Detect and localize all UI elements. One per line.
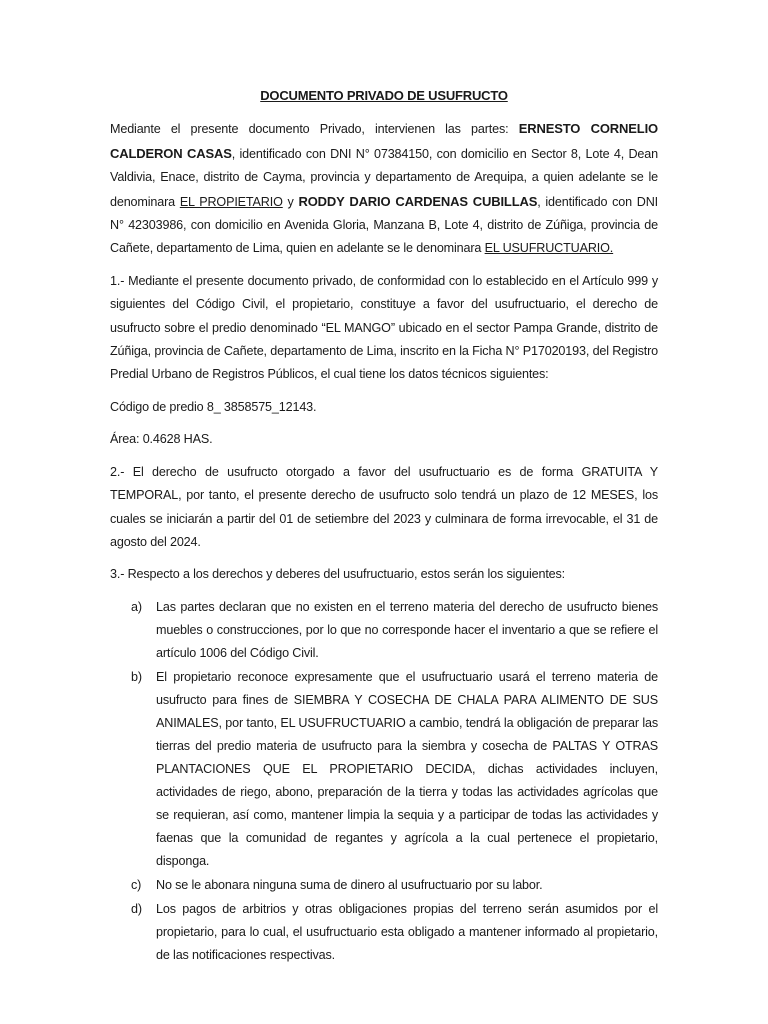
usufructuary-name: RODDY DARIO CARDENAS CUBILLAS (298, 193, 538, 209)
owner-name: ERNESTO CORNELIO CALDERON CASAS (110, 121, 659, 161)
clause-1: 1.- Mediante el presente documento privado, de conformidad con lo establecido en el Artículo 999 y siguientes del Código Civil, el propietario, constituye a favor del usufructuario, el derecho de usufructo sobre el predio denominado “EL MANGO” ubicado en el sector Pampa Grande, distrito de Zúñiga, provincia de Cañete, departamento de Lima, inscrito en la Ficha N° P17020193, del Registro Predial Urbano de Registros Públicos, el cual tiene los datos técnicos siguientes: (110, 273, 658, 382)
document-body (110, 84, 658, 968)
list-item-text: El propietario reconoce expresamente que el usufructuario usará el terreno materia de usufructo para fines de SIEMBRA Y COSECHA DE CHALA PARA ALIMENTO DE SUS ANIMALES, por tanto, EL USUFRUCTUARIO a cambio, tendrá la obligación de preparar las tierras del predio materia de usufructo para la siembra y cosecha de PALTAS Y OTRAS PLANTACIONES QUE EL PROPIETARIO DECIDA, dichas actividades incluyen, actividades de riego, abono, preparación de la tierra y todas las actividades agrícolas que se requieran, así como, mantener limpia la sequia y a participar de todas las actividades y faenas que la comunidad de regantes y agrícola a la cual pertenece el propietario, disponga. (156, 669, 658, 868)
list-item-text: No se le abonara ninguna suma de dinero al usufructuario por su labor. (156, 877, 543, 892)
list-marker: a) (131, 599, 142, 614)
obligations-list (110, 596, 658, 967)
owner-alias: EL PROPIETARIO (179, 194, 283, 209)
intro-paragraph (110, 117, 658, 260)
area-line: Área: 0.4628 HAS. (110, 432, 213, 447)
clause-2: 2.- El derecho de usufructo otorgado a favor del usufructuario es de forma GRATUITA Y TEMPORAL, por tanto, el presente derecho de usufructo solo tendrá un plazo de 12 MESES, los cuales se iniciarán a partir del 01 de setiembre del 2023 y culminara de forma irrevocable, el 31 de agosto del 2024. (110, 464, 658, 549)
list-marker: b) (131, 669, 142, 684)
list-item-text: Los pagos de arbitrios y otras obligaciones propias del terreno serán asumidos por el propietario, para lo cual, el usufructuario esta obligado a mantener informado al propietario, de las notificaciones respectivas. (156, 901, 658, 962)
intro-text-3: y (282, 194, 299, 209)
intro-text-1: Mediante el presente documento Privado, intervienen las partes: (110, 122, 519, 137)
list-item-text: Las partes declaran que no existen en el terreno materia del derecho de usufructo bienes muebles o construcciones, por lo que no corresponde hacer el inventario a que se refiere el artículo 1006 del Código Civil. (156, 599, 658, 660)
intro-text-4: , identificado con DNI N° 42303986, con domicilio en Avenida Gloria, Manzana B, Lote 4, distrito de Zúñiga, provincia de Cañete, departamento de Lima, quien en adelante se le denominara (110, 194, 658, 256)
list-item (110, 596, 658, 665)
predio-code: Código de predio 8_ 3858575_12143. (110, 399, 317, 414)
document-title: DOCUMENTO PRIVADO DE USUFRUCTO (260, 88, 508, 103)
usufructuary-alias: EL USUFRUCTUARIO. (484, 241, 614, 256)
list-marker: d) (131, 901, 142, 916)
intro-text-2: , identificado con DNI N° 07384150, con domicilio en Sector 8, Lote 4, Dean Valdivia, Enace, distrito de Cayma, provincia y departamento de Arequipa, a quien adelante se le denominara (110, 146, 658, 209)
clause-3: 3.- Respecto a los derechos y deberes del usufructuario, estos serán los siguientes: (110, 567, 566, 582)
list-item (110, 898, 658, 967)
list-item (110, 874, 658, 897)
list-item (110, 666, 658, 873)
list-marker: c) (131, 877, 142, 892)
